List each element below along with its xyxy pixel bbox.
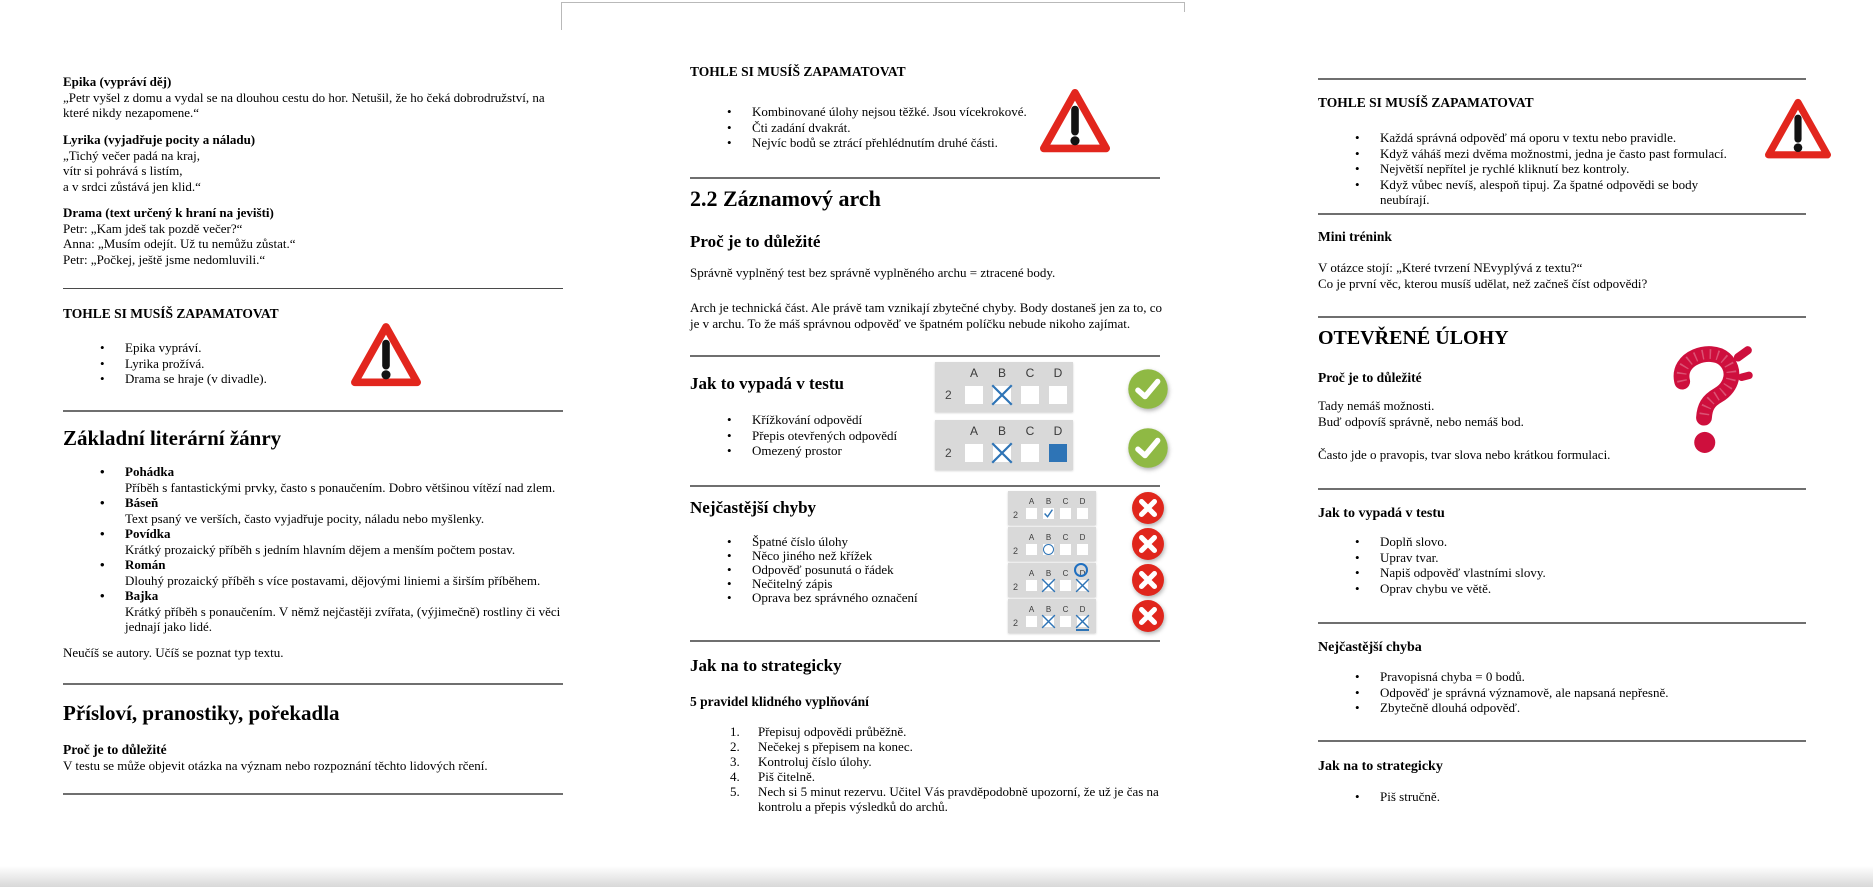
sheet-letter: A xyxy=(969,366,978,380)
answer-cell xyxy=(1060,508,1071,519)
p3-mistake-title: Nejčastější chyba xyxy=(1318,640,1422,655)
mini-line: V otázce stojí: „Které tvrzení NEvyplývá z textu?“ xyxy=(1318,260,1583,275)
check-circle-icon xyxy=(1127,368,1169,410)
x-circle-icon xyxy=(1131,599,1165,633)
sheet-letter: C xyxy=(1025,366,1035,380)
list-item: • Když vůbec nevíš, alespoň tipuj. Za špatné odpovědi se body neubírají. xyxy=(1318,177,1748,208)
p3-open-why-title: Proč je to důležité xyxy=(1318,370,1422,385)
answer-cell xyxy=(965,386,983,404)
list-item: • Každá správná odpověď má oporu v textu nebo pravidle. xyxy=(1318,130,1748,146)
list-item: • Piš stručně. xyxy=(1318,789,1748,805)
divider xyxy=(1318,316,1806,318)
p1-remember-title: TOHLE SI MUSÍŠ ZAPAMATOVAT xyxy=(63,306,279,321)
sheet-letter: C xyxy=(1062,569,1069,578)
divider xyxy=(1318,213,1806,215)
x-circle-icon xyxy=(1131,563,1165,597)
p2-chapter-title: 2.2 Záznamový arch xyxy=(690,186,881,211)
blue-underline-mark xyxy=(1076,629,1089,631)
genre-item xyxy=(63,526,568,557)
blue-cross-mark xyxy=(989,440,1015,466)
genre-item xyxy=(63,495,568,526)
p3-look-list xyxy=(1318,534,1748,596)
p2-mistakes-title: Nejčastější chyby xyxy=(690,498,817,517)
circled-letter-ring xyxy=(1074,563,1088,577)
sheet-letter: D xyxy=(1079,533,1086,542)
answer-sheet-error-2 xyxy=(1008,527,1096,561)
sheet-letter: A xyxy=(1028,605,1035,614)
genre-desc: Krátký prozaický příběh s jedním hlavním dějem a menším počtem postav. xyxy=(125,541,516,557)
sheet-letter: B xyxy=(997,424,1006,438)
answer-cell-checkmark xyxy=(1043,508,1054,519)
list-item: • Špatné číslo úlohy xyxy=(690,535,970,549)
answer-cell xyxy=(1026,544,1037,555)
answer-cell-cross xyxy=(1043,580,1054,591)
sheet-letter: A xyxy=(1028,569,1035,578)
answer-sheet-correct-2 xyxy=(935,420,1073,470)
list-item: • Čti zadání dvakrát. xyxy=(690,120,1035,136)
drama-title: Drama (text určený k hraní na jevišti) xyxy=(63,205,274,220)
sheet-letter: D xyxy=(1079,605,1086,614)
drama-line: Anna: „Musím odejít. Už tu nemůžu zůstat.“ xyxy=(63,236,296,251)
p2-look-list xyxy=(690,412,930,459)
genre-desc: Krátký příběh s ponaučením. V němž nejčastěji zvířata, (výjimečně) rostliny či věci jednají jako lidé. xyxy=(125,603,561,634)
genre-desc: Text psaný ve verších, často vyjadřuje pocity, náladu nebo myšlenky. xyxy=(125,510,485,526)
blue-circle-mark xyxy=(1043,544,1054,555)
page-bottom-shade xyxy=(0,866,1873,887)
sheet-letter: C xyxy=(1062,497,1069,506)
sheet-letter: D xyxy=(1079,569,1086,578)
list-item: Piš čitelně. xyxy=(758,769,816,784)
p3-remember-list xyxy=(1318,130,1748,208)
epika-title: Epika (vypráví děj) xyxy=(63,74,172,89)
p1-genres-list xyxy=(63,464,568,635)
answer-sheet-correct-1 xyxy=(935,362,1073,412)
sheet-letter: B xyxy=(997,366,1006,380)
epika-block xyxy=(63,74,568,121)
genre-name: • Povídka xyxy=(125,526,171,541)
sheet-letter: A xyxy=(1028,497,1035,506)
page-right-edge xyxy=(1184,2,1185,12)
open-line: Buď odpovíš správně, nebo nemáš bod. xyxy=(1318,413,1524,429)
warning-triangle-icon xyxy=(348,320,424,390)
list-item: • Lyrika prožívá. xyxy=(63,356,353,372)
x-circle-icon xyxy=(1131,527,1165,561)
drama-block xyxy=(63,205,568,267)
list-item: • Epika vypráví. xyxy=(63,340,353,356)
answer-cell-cross-underlined xyxy=(1077,616,1088,627)
genre-name: • Román xyxy=(125,557,166,572)
list-item: Nečekej s přepisem na konec. xyxy=(758,739,913,754)
genre-desc: Příběh s fantastickými prvky, často s ponaučením. Dobro většinou vítězí nad zlem. xyxy=(125,479,556,495)
list-item: • Nejvíc bodů se ztrácí přehlédnutím druhé části. xyxy=(690,135,1035,151)
divider xyxy=(63,793,563,795)
list-item: • Když váháš mezi dvěma možnostmi, jedna je často past formulací. xyxy=(1318,146,1748,162)
list-item: • Přepis otevřených odpovědí xyxy=(690,428,930,444)
drama-line: Petr: „Počkej, ještě jsme nedomluvili.“ xyxy=(63,251,266,267)
divider xyxy=(1318,488,1806,490)
drama-line: Petr: „Kam jdeš tak pozdě večer?“ xyxy=(63,220,243,236)
sheet-letter: C xyxy=(1062,605,1069,614)
answer-cell xyxy=(1060,544,1071,555)
divider xyxy=(690,177,1160,179)
p3-strategy-title: Jak na to strategicky xyxy=(1318,759,1443,774)
answer-cell xyxy=(1021,444,1039,462)
answer-cell xyxy=(1049,386,1067,404)
p3-mini-title: Mini trénink xyxy=(1318,229,1392,244)
p2-why-title: Proč je to důležité xyxy=(690,232,821,251)
answer-cell xyxy=(965,444,983,462)
answer-sheet-error-1 xyxy=(1008,491,1096,525)
warning-triangle-icon xyxy=(1762,96,1834,162)
blue-cross-mark xyxy=(1074,577,1091,594)
list-item: • Doplň slovo. xyxy=(1318,534,1748,550)
warning-triangle-icon xyxy=(1036,86,1114,156)
genre-name: • Báseň xyxy=(125,495,159,510)
divider xyxy=(63,683,563,685)
list-item: • Napiš odpověď vlastními slovy. xyxy=(1318,565,1748,581)
p2-why-p2: Arch je technická část. Ale právě tam vznikají zbytečné chyby. Body dostaneš jen za to, co je v archu. To že máš správnou odpověď ve špatném políčku nebude nikoho zajímat. xyxy=(690,300,1163,331)
lyrika-block xyxy=(63,132,568,194)
blue-cross-mark xyxy=(1040,613,1057,630)
blue-checkmark xyxy=(1042,507,1055,520)
lyrika-line: a v srdci zůstává jen klid.“ xyxy=(63,178,201,194)
sheet-letter: B xyxy=(1045,569,1052,578)
p1-genres-title: Základní literární žánry xyxy=(63,426,282,450)
divider xyxy=(63,288,563,289)
sheet-row-number: 2 xyxy=(1013,582,1019,592)
p2-strategy-list xyxy=(690,724,1163,814)
list-item: • Křížkování odpovědí xyxy=(690,412,930,428)
epika-text: „Petr vyšel z domu a vydal se na dlouhou cestu do hor. Netušil, že ho čeká dobrodružství, na které nikdy nezapomene.“ xyxy=(63,89,545,120)
answer-cell xyxy=(1060,616,1071,627)
genre-name: • Pohádka xyxy=(125,464,175,479)
list-item: • Zbytečně dlouhá odpověď. xyxy=(1318,700,1748,716)
list-item: • Pravopisná chyba = 0 bodů. xyxy=(1318,669,1748,685)
p1-remember-list xyxy=(63,340,353,387)
list-item: • Oprava bez správného označení xyxy=(690,591,970,605)
answer-cell-filled xyxy=(1049,444,1067,462)
sheet-letter: C xyxy=(1062,533,1069,542)
p3-open-title: OTEVŘENÉ ÚLOHY xyxy=(1318,327,1509,349)
list-item: • Odpověď je správná významově, ale napsaná nepřesně. xyxy=(1318,685,1748,701)
list-item: • Oprav chybu ve větě. xyxy=(1318,581,1748,597)
x-circle-icon xyxy=(1131,491,1165,525)
divider xyxy=(690,640,1160,642)
p3-strategy-list xyxy=(1318,789,1748,805)
sheet-row-number: 2 xyxy=(1013,618,1019,628)
sheet-row-number: 2 xyxy=(1013,510,1019,520)
divider xyxy=(1318,740,1806,742)
sheet-letter: A xyxy=(969,424,978,438)
list-item: • Kombinované úlohy nejsou těžké. Jsou vícekrokové. xyxy=(690,104,1035,120)
list-item: • Největší nepřítel je rychlé kliknutí bez kontroly. xyxy=(1318,161,1748,177)
list-item: • Odpověď posunutá o řádek xyxy=(690,563,970,577)
sheet-letter: D xyxy=(1053,424,1063,438)
answer-cell xyxy=(1026,616,1037,627)
sheet-row-number: 2 xyxy=(1013,546,1019,556)
p3-mistake-list xyxy=(1318,669,1748,716)
lyrika-line: „Tichý večer padá na kraj, xyxy=(63,147,201,163)
p2-why-p1: Správně vyplněný test bez správně vyplněného archu = ztracené body. xyxy=(690,265,1056,280)
open-line: Tady nemáš možnosti. xyxy=(1318,398,1435,413)
answer-cell-cross xyxy=(993,386,1011,404)
list-item: • Něco jiného než křížek xyxy=(690,549,970,563)
genre-item xyxy=(63,588,568,635)
p3-remember-title: TOHLE SI MUSÍŠ ZAPAMATOVAT xyxy=(1318,95,1534,110)
list-item: • Uprav tvar. xyxy=(1318,550,1748,566)
answer-cell xyxy=(1060,580,1071,591)
list-item: • Omezený prostor xyxy=(690,443,930,459)
divider xyxy=(690,355,1160,357)
page-left-edge xyxy=(561,2,562,30)
list-item: Přepisuj odpovědi průběžně. xyxy=(758,724,907,739)
lyrika-title: Lyrika (vyjadřuje pocity a náladu) xyxy=(63,132,256,147)
p2-look-title: Jak to vypadá v testu xyxy=(690,374,844,393)
sheet-row-number: 2 xyxy=(945,388,952,402)
p1-why-text: V testu se může objevit otázka na význam nebo rozpoznání těchto lidových rčení. xyxy=(63,758,488,773)
p2-remember-title: TOHLE SI MUSÍŠ ZAPAMATOVAT xyxy=(690,64,906,79)
list-item: • Nečitelný zápis xyxy=(690,577,970,591)
answer-cell xyxy=(1077,508,1088,519)
blue-cross-mark xyxy=(989,382,1015,408)
genre-name: • Bajka xyxy=(125,588,159,603)
blue-cross-mark xyxy=(1074,613,1091,630)
p1-why-title: Proč je to důležité xyxy=(63,742,167,757)
p2-remember-list xyxy=(690,104,1035,151)
sheet-letter: B xyxy=(1045,533,1052,542)
genre-item xyxy=(63,557,568,588)
divider xyxy=(63,410,563,412)
answer-cell xyxy=(1021,386,1039,404)
answer-cell-cross xyxy=(1077,580,1088,591)
page-top-border xyxy=(561,2,1184,3)
answer-cell xyxy=(1077,544,1088,555)
sheet-row-number: 2 xyxy=(945,446,952,460)
sheet-letter: B xyxy=(1045,497,1052,506)
mini-line: Co je první věc, kterou musíš udělat, než začneš číst odpovědi? xyxy=(1318,275,1648,291)
answer-cell xyxy=(1026,508,1037,519)
p3-open-note: Často jde o pravopis, tvar slova nebo krátkou formulaci. xyxy=(1318,447,1611,462)
sheet-letter: D xyxy=(1053,366,1063,380)
p2-mistakes-list xyxy=(690,535,970,605)
p2-strategy-title: Jak na to strategicky xyxy=(690,656,842,675)
answer-sheet-error-3 xyxy=(1008,563,1096,597)
list-item: Kontroluj číslo úlohy. xyxy=(758,754,872,769)
answer-cell-cross xyxy=(1043,616,1054,627)
p1-genres-note: Neučíš se autory. Učíš se poznat typ textu. xyxy=(63,645,284,660)
answer-sheet-error-4 xyxy=(1008,599,1096,633)
p3-mini-lines xyxy=(1318,260,1806,291)
sheet-letter: A xyxy=(1028,533,1035,542)
sheet-letter: C xyxy=(1025,424,1035,438)
list-item: Nech si 5 minut rezervu. Učitel Vás pravděpodobně upozorní, že už je čas na kontrolu a přepis výsledků do archů. xyxy=(758,784,1159,814)
answer-cell xyxy=(1026,580,1037,591)
answer-cell-cross xyxy=(993,444,1011,462)
sheet-letter: B xyxy=(1045,605,1052,614)
lyrika-line: vítr si pohrává s listím, xyxy=(63,163,183,178)
p1-proverbs-title: Přísloví, pranostiky, pořekadla xyxy=(63,701,340,725)
blue-cross-mark xyxy=(1040,577,1057,594)
genre-desc: Dlouhý prozaický příběh s více postavami, dějovými liniemi a širším příběhem. xyxy=(125,572,541,588)
sheet-letter: D xyxy=(1079,497,1086,506)
p3-look-title: Jak to vypadá v testu xyxy=(1318,506,1445,521)
list-item: • Drama se hraje (v divadle). xyxy=(63,371,353,387)
divider xyxy=(690,485,1160,487)
check-circle-icon xyxy=(1127,427,1169,469)
divider xyxy=(1318,622,1806,624)
question-mark-doodle xyxy=(1646,344,1768,468)
answer-cell-circle xyxy=(1043,544,1054,555)
genre-item xyxy=(63,464,568,495)
divider xyxy=(1318,78,1806,80)
p2-strategy-subtitle: 5 pravidel klidného vyplňování xyxy=(690,694,869,709)
